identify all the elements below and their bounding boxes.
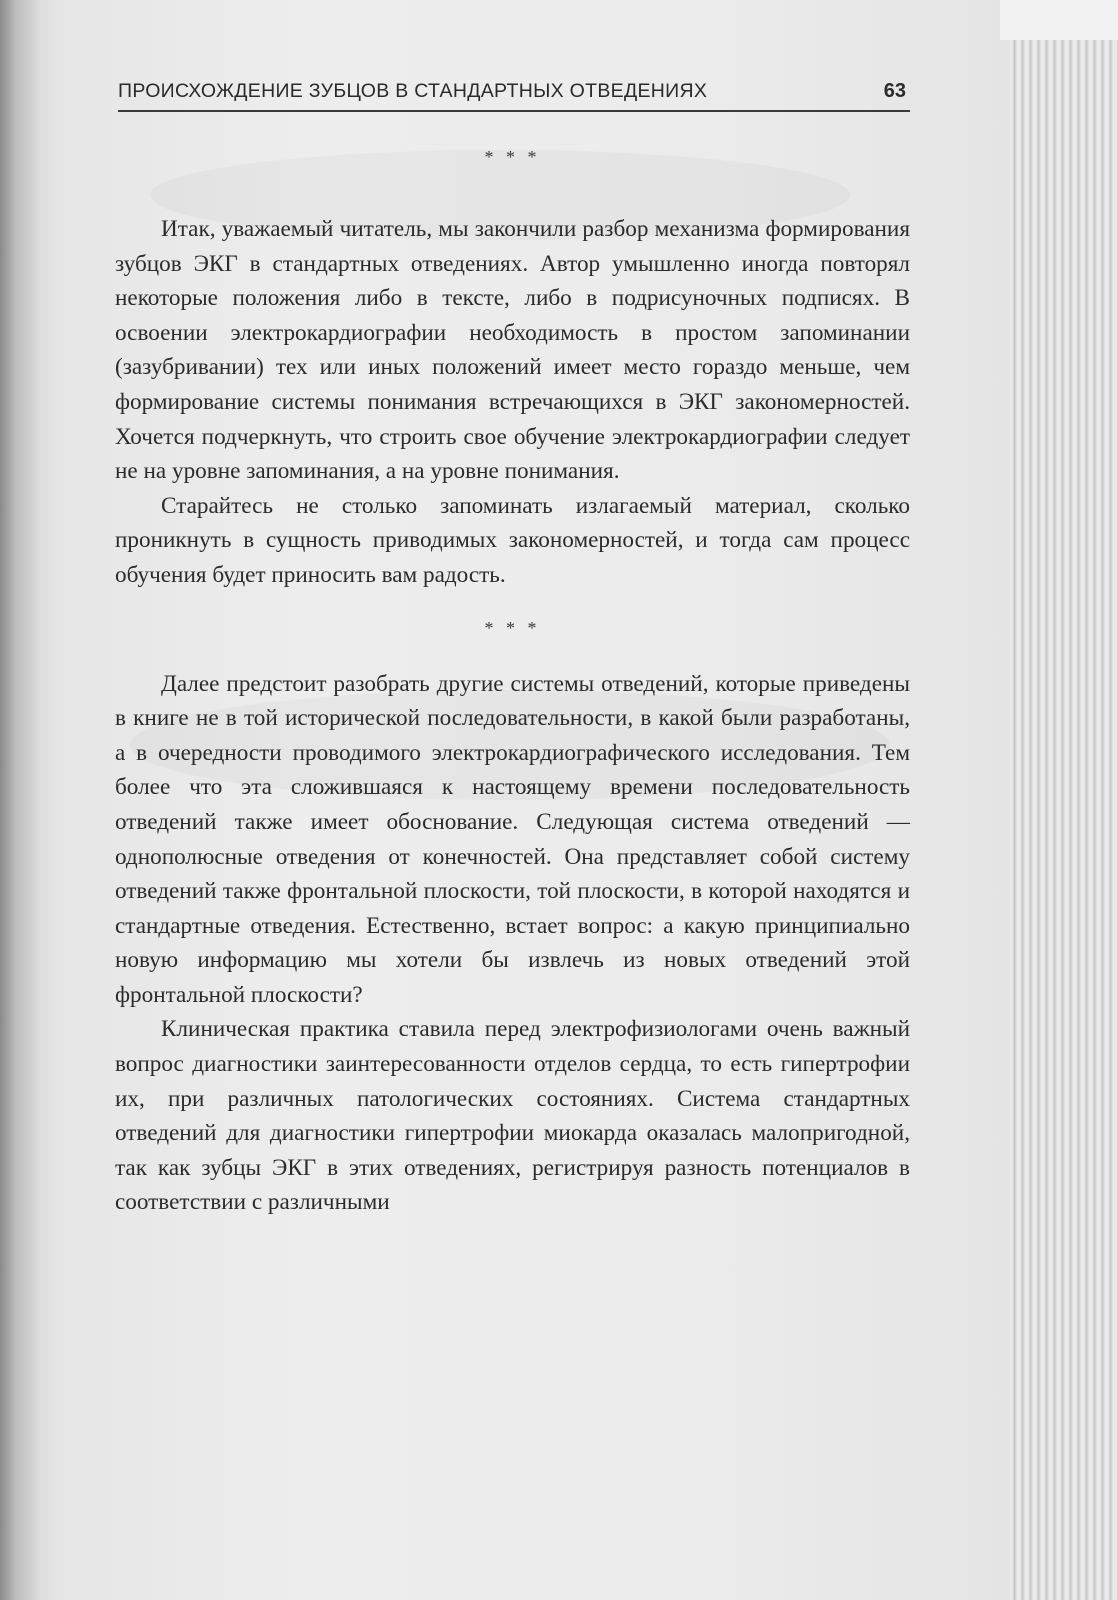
page-body xyxy=(115,140,910,1220)
paragraph: Клиническая практика ставила перед электрофизиологами очень важный вопрос диагностики заинтересованности отделов сердца, то есть гипертрофии их, при различных патологических состояниях. Система стандартных отведений для диагностики гипертрофии миокарда оказалась малопригодной, так как зубцы ЭКГ в этих отведениях, регистрируя разность потенциалов в соответствии с различными xyxy=(115,1016,910,1216)
page-number: 63 xyxy=(883,80,906,102)
section-divider: * * * xyxy=(484,147,541,167)
running-header xyxy=(118,76,910,112)
section-divider: * * * xyxy=(484,617,541,638)
binding-shadow xyxy=(0,0,40,1600)
paragraph: Итак, уважаемый читатель, мы закончили разбор механизма формирования зубцов ЭКГ в стандартных отведениях. Автор умышленно иногда повторял некоторые положения либо в тексте, либо в подрисуночных подписях. В освоении электрокардиографии необходимость в простом запоминании (зазубривании) тех или иных положений имеет место гораздо меньше, чем формирование системы понимания встречающихся в ЭКГ закономерностей. Хочется подчеркнуть, что строить свое обучение электрокардиографии следует не на уровне запоминания, а на уровне понимания. xyxy=(115,216,910,485)
running-title: ПРОИСХОЖДЕНИЕ ЗУБЦОВ В СТАНДАРТНЫХ ОТВЕДЕНИЯХ xyxy=(118,80,708,102)
page-edges-top xyxy=(1000,0,1118,40)
book-page-edges xyxy=(1010,40,1118,1600)
paragraph: Далее предстоит разобрать другие системы отведений, которые приведены в книге не в той исторической последовательности, в какой были разработаны, а в очередности проводимого электрокардиографического исследования. Тем более что эта сложившаяся к настоящему времени последовательность отведений также имеет обоснование. Следующая система отведений — однополюсные отведения от конечностей. Она представляет собой систему отведений также фронтальной плоскости, той плоскости, в которой находятся и стандартные отведения. Естественно, встает вопрос: а какую принципиально новую информацию мы хотели бы извлечь из новых отведений этой фронтальной плоскости? xyxy=(115,670,910,1008)
paragraph: Старайтесь не столько запоминать излагаемый материал, сколько проникнуть в сущность приводимых закономерностей, и тогда сам процесс обучения будет приносить вам радость. xyxy=(115,492,910,588)
